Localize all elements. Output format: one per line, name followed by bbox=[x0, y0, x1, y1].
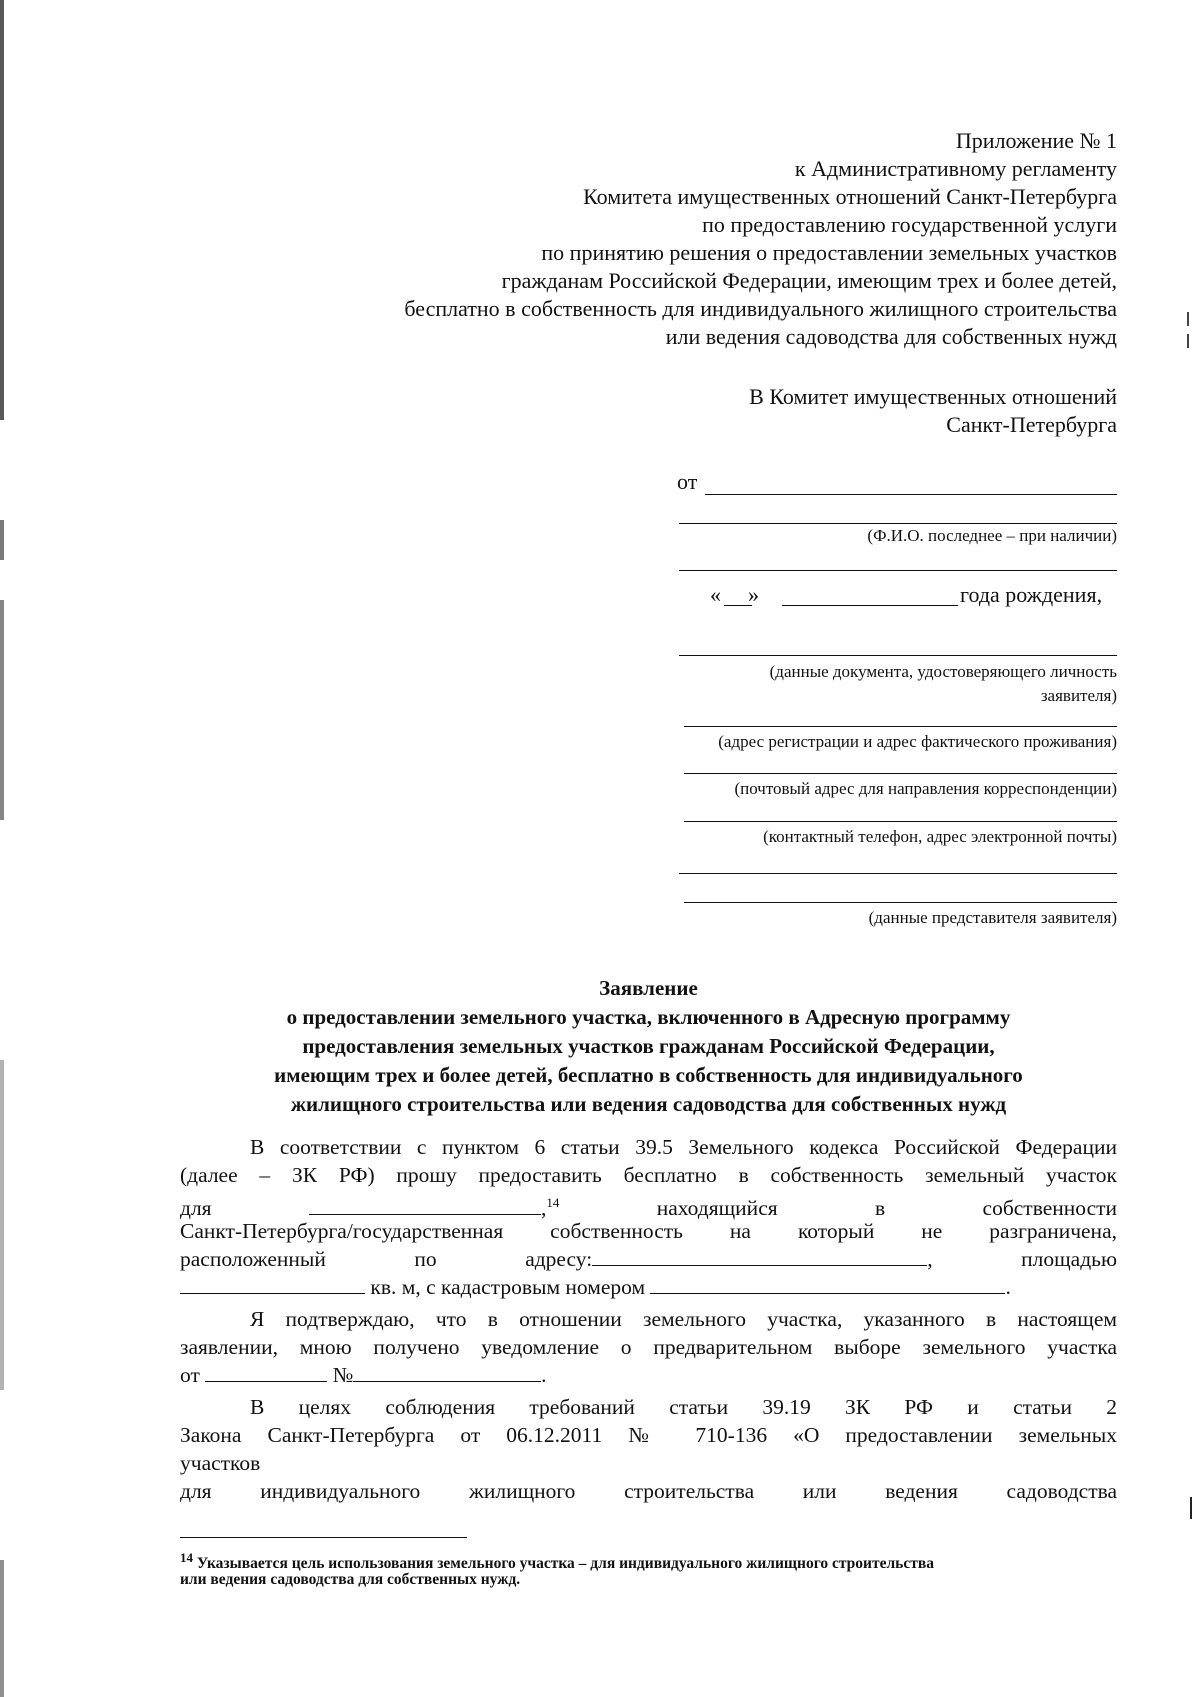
footnote-text: Указывается цель использования земельного участка – для индивидуального жилищного строительства bbox=[196, 1555, 934, 1573]
identity-document-hint-2: заявителя) bbox=[1040, 686, 1117, 705]
body-line: Санкт-Петербурга/государственная собственность на который не разграничена, bbox=[180, 1219, 1117, 1243]
body-word: № bbox=[332, 1363, 354, 1387]
body-word: от bbox=[180, 1363, 200, 1387]
fio-hint: (Ф.И.О. последнее – при наличии) bbox=[867, 526, 1117, 545]
applicant-name-field[interactable] bbox=[705, 494, 1117, 495]
cadastral-number-field[interactable] bbox=[650, 1275, 1005, 1294]
body-word: в bbox=[875, 1196, 886, 1221]
footnote-separator bbox=[180, 1537, 467, 1538]
notice-number-field[interactable] bbox=[353, 1363, 541, 1382]
scan-edge-mark bbox=[0, 0, 4, 420]
header-line: по принятию решения о предоставлении земельных участков bbox=[541, 240, 1117, 265]
body-line-address: расположенный по адресу: , площадью bbox=[180, 1247, 1118, 1271]
footnote-mark: 14 bbox=[180, 1550, 193, 1565]
scan-margin-mark bbox=[1190, 1497, 1192, 1519]
body-line: Я подтверждаю, что в отношении земельного участка, указанного в настоящем bbox=[250, 1307, 1117, 1331]
footnote-ref: 14 bbox=[546, 1195, 560, 1210]
representative-field-2[interactable] bbox=[684, 902, 1117, 903]
birth-quote-close: » bbox=[748, 582, 759, 607]
purpose-field[interactable] bbox=[309, 1196, 541, 1215]
header-line: бесплатно в собственность для индивидуального жилищного строительства bbox=[404, 296, 1117, 321]
title-line: жилищного строительства или ведения садоводства для собственных нужд bbox=[290, 1092, 1007, 1116]
footnote-line: или ведения садоводства для собственных нужд. bbox=[180, 1571, 521, 1588]
plot-area-field[interactable] bbox=[180, 1275, 365, 1294]
header-line: к Административному регламенту bbox=[794, 156, 1117, 181]
postal-address-field[interactable] bbox=[684, 773, 1117, 774]
addressee-line: В Комитет имущественных отношений bbox=[749, 384, 1117, 409]
registration-address-field[interactable] bbox=[684, 726, 1117, 727]
body-word: расположенный bbox=[180, 1247, 326, 1271]
representative-hint: (данные представителя заявителя) bbox=[868, 908, 1117, 927]
body-word: для bbox=[180, 1196, 212, 1221]
registration-address-hint: (адрес регистрации и адрес фактического проживания) bbox=[718, 732, 1117, 751]
body-word: собственности bbox=[982, 1196, 1118, 1221]
header-line: или ведения садоводства для собственных нужд bbox=[665, 324, 1117, 349]
body-line: Закона Санкт-Петербурга от 06.12.2011 № 710-136 «О предоставлении земельных bbox=[180, 1423, 1117, 1447]
applicant-extra-field[interactable] bbox=[679, 570, 1117, 571]
body-line-purpose: для ,$^{14}$ находящийся в собственности bbox=[180, 1195, 1118, 1221]
notice-date-field[interactable] bbox=[205, 1363, 327, 1382]
plot-address-field[interactable] bbox=[592, 1247, 927, 1266]
contact-field[interactable] bbox=[684, 821, 1117, 822]
applicant-name-field-2[interactable] bbox=[679, 523, 1117, 524]
birth-label: года рождения, bbox=[960, 582, 1103, 607]
birth-quote-open: « bbox=[710, 582, 721, 607]
representative-field[interactable] bbox=[679, 873, 1117, 874]
body-word: кв. м, с кадастровым номером bbox=[370, 1275, 646, 1299]
from-label: от bbox=[677, 469, 698, 494]
addressee-line: Санкт-Петербурга bbox=[946, 412, 1117, 437]
body-word: площадью bbox=[1021, 1247, 1118, 1271]
scan-edge-mark bbox=[0, 1560, 4, 1697]
scan-edge-mark bbox=[0, 600, 4, 820]
contact-hint: (контактный телефон, адрес электронной почты) bbox=[763, 827, 1117, 846]
title-line: имеющим трех и более детей, бесплатно в собственность для индивидуального bbox=[274, 1063, 1023, 1087]
header-line: Комитета имущественных отношений Санкт-Петербурга bbox=[583, 184, 1117, 209]
body-line-notice: от № . bbox=[180, 1363, 547, 1387]
header-line: по предоставлению государственной услуги bbox=[702, 212, 1117, 237]
body-line: В соответствии с пунктом 6 статьи 39.5 Земельного кодекса Российской Федерации bbox=[250, 1135, 1117, 1159]
identity-document-field[interactable] bbox=[679, 655, 1117, 656]
identity-document-hint: (данные документа, удостоверяющего личность bbox=[769, 662, 1117, 681]
postal-address-hint: (почтовый адрес для направления корреспонденции) bbox=[734, 779, 1117, 798]
body-word: находящийся bbox=[656, 1196, 778, 1221]
header-line: Приложение № 1 bbox=[955, 128, 1117, 153]
body-line: участков bbox=[180, 1451, 261, 1475]
scan-margin-mark bbox=[1187, 334, 1189, 348]
scan-edge-mark bbox=[0, 1060, 4, 1390]
body-line: заявлении, мною получено уведомление о предварительном выборе земельного участка bbox=[180, 1335, 1117, 1359]
scan-edge-mark bbox=[0, 520, 4, 560]
title-line: о предоставлении земельного участка, включенного в Адресную программу bbox=[286, 1005, 1011, 1029]
body-line-area: кв. м, с кадастровым номером . bbox=[180, 1273, 1117, 1301]
body-word: по bbox=[414, 1247, 437, 1271]
birth-month-year-field[interactable] bbox=[782, 605, 958, 606]
scan-margin-mark bbox=[1187, 312, 1189, 326]
title-line: Заявление bbox=[599, 976, 698, 1000]
header-line: гражданам Российской Федерации, имеющим трех и более детей, bbox=[501, 268, 1117, 293]
body-line: для индивидуального жилищного строительства или ведения садоводства bbox=[180, 1479, 1117, 1503]
body-word: адресу: bbox=[525, 1247, 593, 1271]
body-line: (далее – ЗК РФ) прошу предоставить бесплатно в собственность земельный участок bbox=[180, 1163, 1117, 1187]
body-line: В целях соблюдения требований статьи 39.19 ЗК РФ и статьи 2 bbox=[250, 1395, 1117, 1419]
title-line: предоставления земельных участков гражданам Российской Федерации, bbox=[302, 1034, 995, 1058]
